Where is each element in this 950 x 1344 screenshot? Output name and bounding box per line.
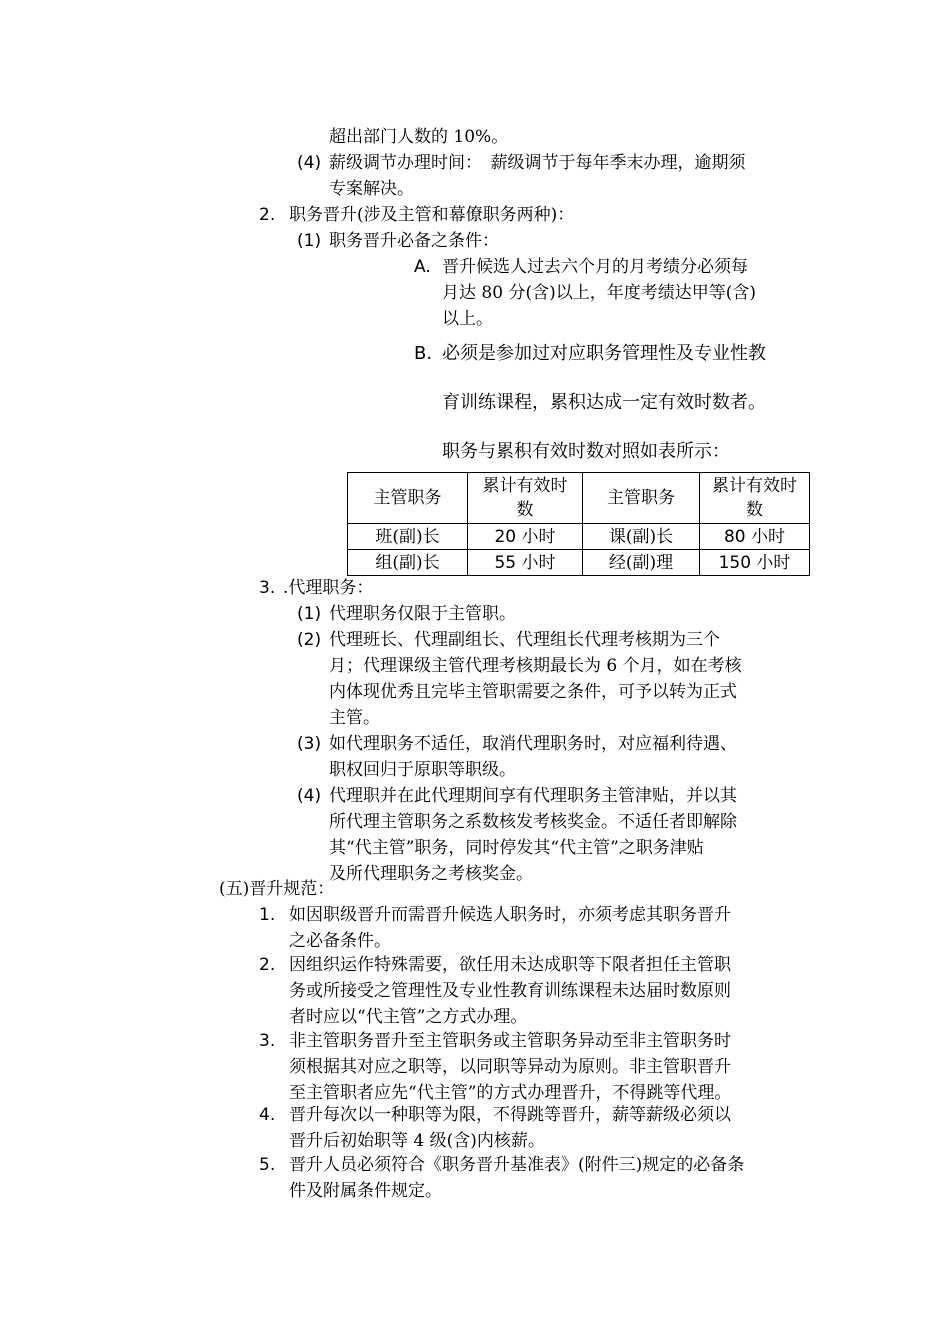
header-cell: 主管职务: [583, 473, 700, 524]
section-heading: .代理职务：: [283, 578, 374, 598]
rule-number: 4.: [259, 1105, 276, 1125]
rule-text: 如因职级晋升而需晋升候选人职务时，亦须考虑其职务晋升 之必备条件。: [289, 905, 731, 951]
table-header-row: [348, 473, 810, 524]
header-cell: 主管职务: [348, 473, 468, 524]
item-number: (1): [297, 231, 322, 251]
table-cell: 经(副)理: [583, 550, 700, 576]
table-row: [348, 524, 810, 550]
rule-number: 3.: [259, 1031, 276, 1051]
list-item-text: 如代理职务不适任，取消代理职务时，对应福利待遇、 职权回归于原职等职级。: [329, 734, 737, 780]
table-cell: 课(副)长: [583, 524, 700, 550]
table-cell: 80 小时: [700, 524, 810, 550]
table-row: [348, 550, 810, 576]
list-item-text: 晋升候选人过去六个月的月考绩分必须每 月达 80 分(含)以上，年度考绩达甲等(含) 以上。: [442, 257, 756, 329]
list-item-text: 必须是参加过对应职务管理性及专业性教: [442, 343, 766, 364]
item-letter: B.: [414, 343, 433, 364]
table-cell: 20 小时: [468, 524, 583, 550]
rule-number: 5.: [259, 1155, 276, 1175]
list-item-text: 代理班长、代理副组长、代理组长代理考核期为三个 月；代理课级主管代理考核期最长为 6 个月，如在考核 内体现优秀且完毕主管职需要之条件，可予以转为正式 主管。: [329, 630, 742, 728]
rule-text: 晋升每次以一种职等为限，不得跳等晋升，薪等薪级必须以 晋升后初始职等 4 级(含)内核薪。: [289, 1105, 731, 1151]
item-number: (4): [297, 153, 322, 173]
rule-number: 2.: [259, 955, 276, 975]
header-cell: 累计有效时 数: [700, 473, 810, 524]
table-cell: 班(副)长: [348, 524, 468, 550]
rule-text: 非主管职务晋升至主管职务或主管职务异动至非主管职务时 须根据其对应之职等，以同职等异动为原则。非主管职晋升 至主管职者应先“代主管”的方式办理晋升，不得跳等代理。: [289, 1031, 732, 1103]
table-caption: 职务与累积有效时数对照如表所示：: [442, 441, 730, 462]
duration-table: [347, 472, 810, 576]
rule-number: 1.: [259, 905, 276, 925]
rule-text: 因组织运作特殊需要，欲任用未达成职等下限者担任主管职 务或所接受之管理性及专业性教育训练课程未达届时数原则 者时应以“代主管”之方式办理。: [289, 955, 731, 1027]
list-item-text: 薪级调节办理时间： 薪级调节于每年季末办理，逾期须 专案解决。: [329, 153, 746, 199]
header-cell: 累计有效时 数: [468, 473, 583, 524]
section-number: 2.: [259, 205, 276, 225]
list-item-text: 代理职并在此代理期间享有代理职务主管津贴，并以其 所代理主管职务之系数核发考核奖金。不适任者即解除 其“代主管”职务，同时停发其“代主管”之职务津贴 及所代理职务之考核奖金。: [329, 786, 737, 884]
rule-text: 晋升人员必须符合《职务晋升基准表》(附件三)规定的必备条 件及附属条件规定。: [289, 1155, 745, 1201]
item-letter: A.: [414, 257, 431, 277]
item-number: (2): [297, 630, 322, 650]
table-cell: 55 小时: [468, 550, 583, 576]
list-item-text: 代理职务仅限于主管职。: [329, 604, 516, 624]
item-number: (3): [297, 734, 322, 754]
paragraph-continuation: 超出部门人数的 10%。: [329, 127, 509, 147]
item-number: (4): [297, 786, 322, 806]
section-heading: 职务晋升(涉及主管和幕僚职务两种)：: [289, 205, 575, 225]
table-cell: 150 小时: [700, 550, 810, 576]
table-cell: 组(副)长: [348, 550, 468, 576]
list-item-text: 职务晋升必备之条件：: [329, 231, 499, 251]
list-item-text: 育训练课程，累积达成一定有效时数者。: [442, 392, 766, 413]
section-number: 3.: [259, 578, 276, 598]
chapter-heading: (五)晋升规范：: [219, 879, 335, 899]
item-number: (1): [297, 604, 322, 624]
